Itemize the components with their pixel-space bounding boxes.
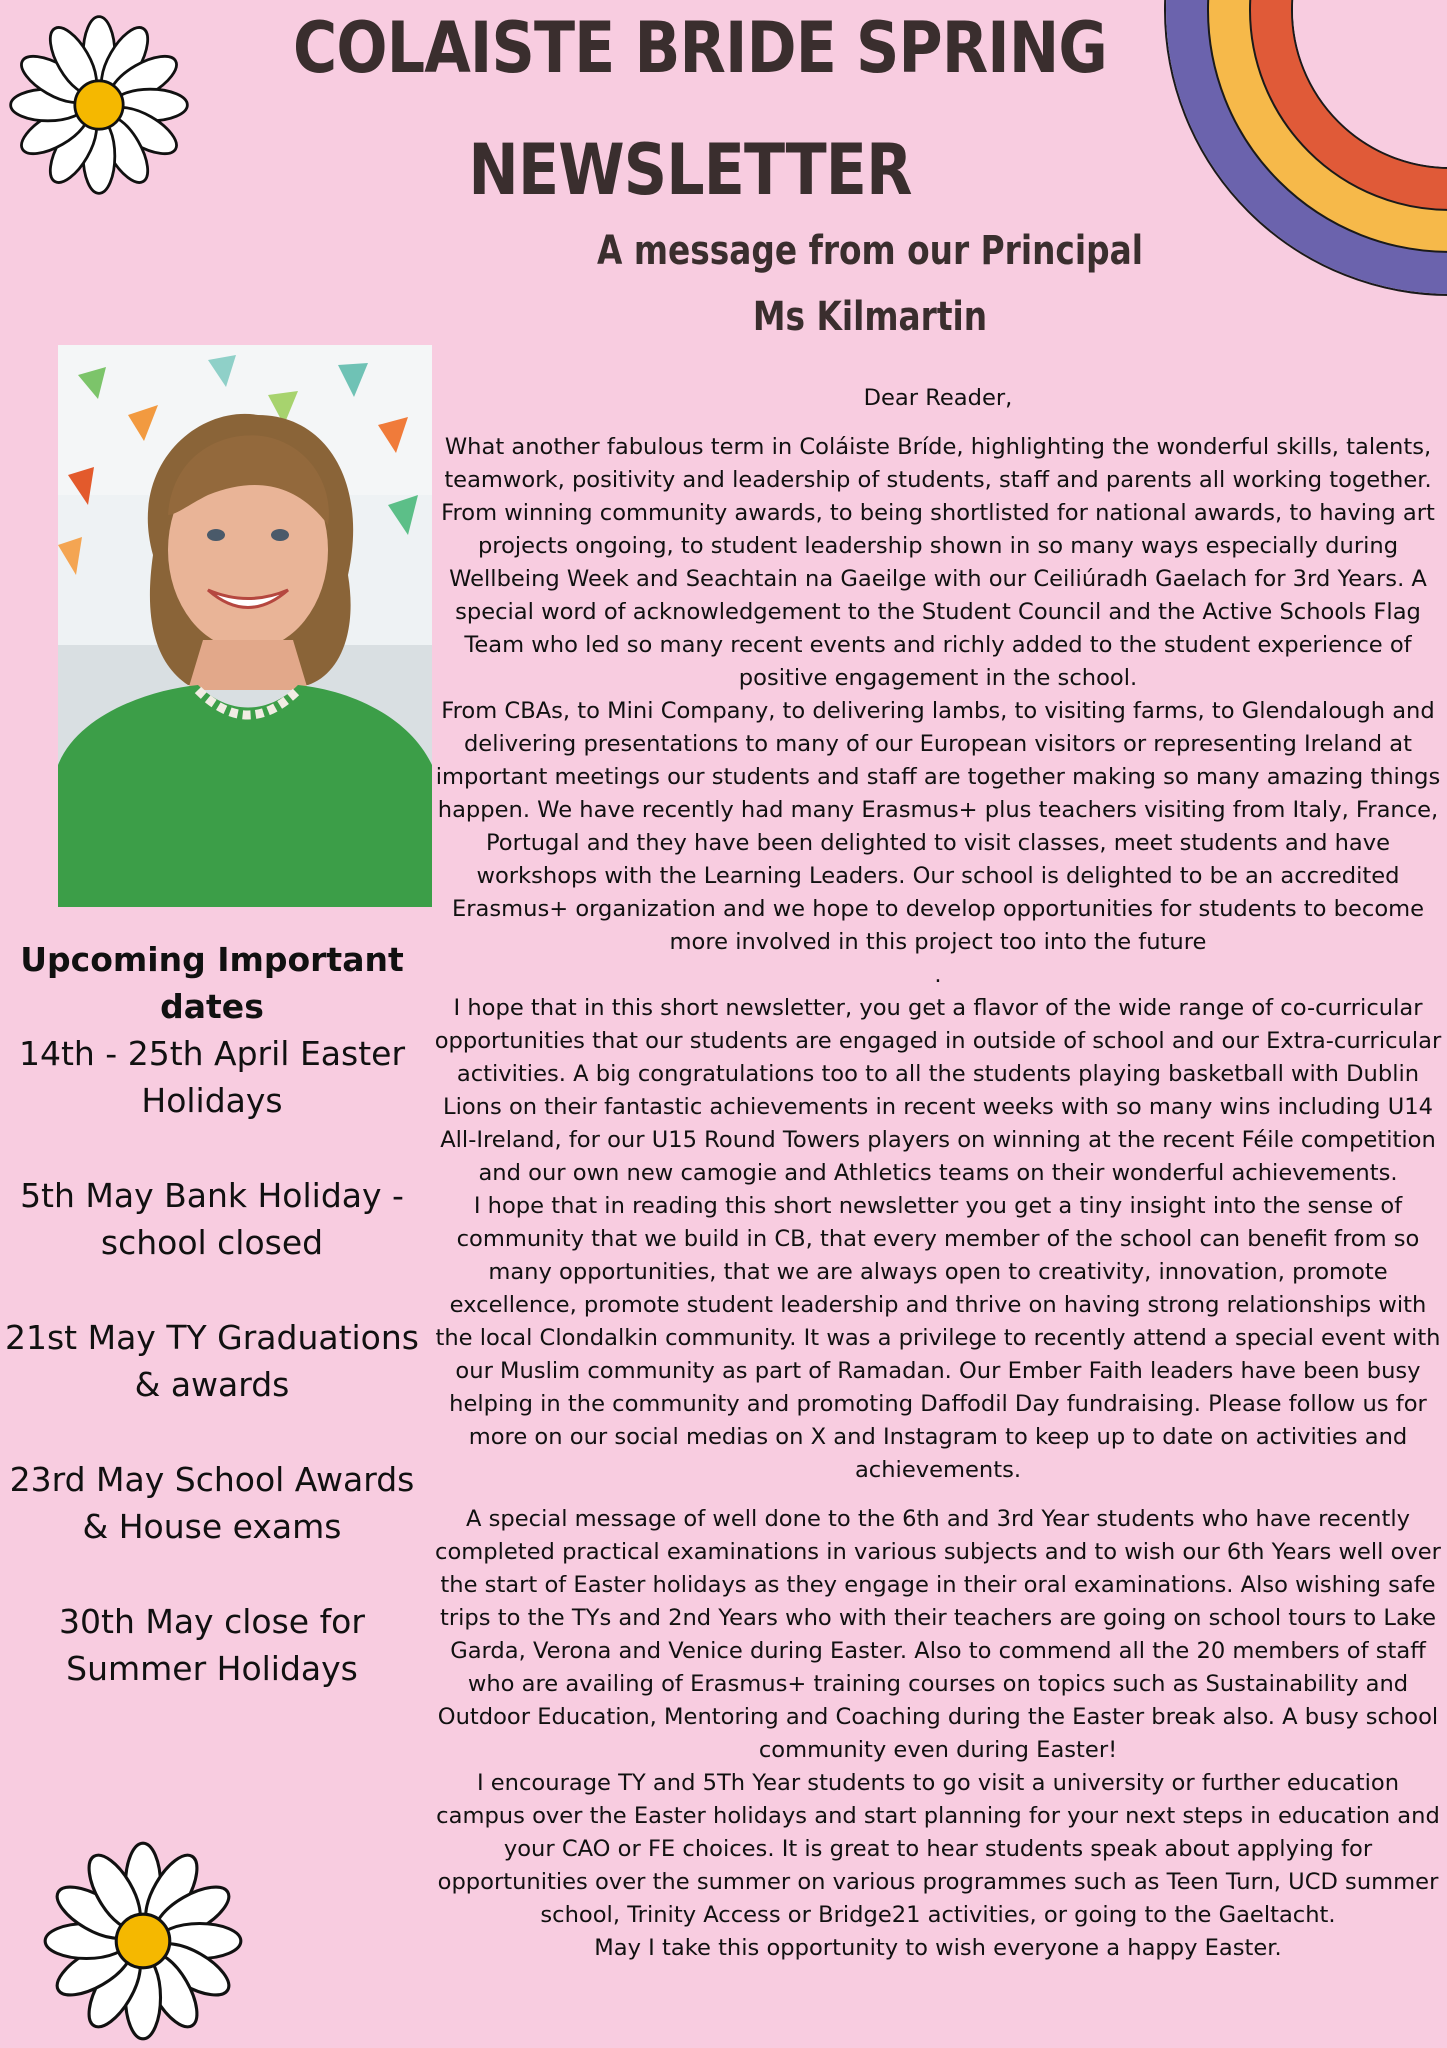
newsletter-title: COLAISTE BRIDE SPRING [293, 7, 1107, 89]
date-item: 23rd May School Awards & House exams [9, 1460, 415, 1546]
daisy-flower-icon [40, 1838, 246, 2044]
letter-paragraph: I encourage TY and 5Th Year students to go visit a university or further education campus over the Easter holidays and start planning for your next steps in education and your CAO or FE choices. It is great to hear students speak about applying for opportunities over the summer on various programmes such as Teen Turn, UCD summer school, Trinity Access or Bridge21 activities, or going to the Gaeltacht. [436, 1770, 1440, 1928]
letter-greeting: Dear Reader, [863, 385, 1013, 411]
letter-closing: May I take this opportunity to wish everyone a happy Easter. [594, 1935, 1282, 1961]
principal-photo [58, 345, 432, 907]
date-item: 21st May TY Graduations & awards [5, 1318, 419, 1404]
date-item: 14th - 25th April Easter Holidays [18, 1034, 406, 1120]
letter-paragraph: I hope that in this short newsletter, you get a flavor of the wide range of co-curricular opportunities that our students are engaged in outside of school and our Extra-curricular activities. A big congratulations too to all the students playing basketball with Dublin Lions on their fantastic achievements in recent weeks with so many wins including U14 All-Ireland, for our U15 Round Towers players on winning at the recent Féile competition and our own new camogie and Athletics teams on their wonderful achievements. [434, 995, 1442, 1186]
letter-paragraph: . [934, 962, 942, 988]
daisy-flower-icon [6, 12, 192, 198]
date-item: 30th May close for Summer Holidays [59, 1602, 365, 1688]
letter-paragraph: I hope that in reading this short newsletter you get a tiny insight into the sense of community that we build in CB, that every member of the school can benefit from so many opportunities, that we are always open to creativity, innovation, promote excellence, promote student leadership and thrive on having strong relationships with the local Clondalkin community. It was a privilege to recently attend a special event with our Muslim community as part of Ramadan. Our Ember Faith leaders have been busy helping in the community and promoting Daffodil Day fundraising. Please follow us for more on our social medias on X and Instagram to keep up to date on activities and achievements. [435, 1193, 1441, 1483]
letter-paragraph: From CBAs, to Mini Company, to delivering lambs, to visiting farms, to Glendalough and delivering presentations to many of our European visitors or representing Ireland at important meetings our students and staff are together making so many amazing things happen. We have recently had many Erasmus+ plus teachers visiting from Italy, France, Portugal and they have been delighted to visit classes, meet students and have workshops with the Learning Leaders. Our school is delighted to be an accredited Erasmus+ organization and we hope to develop opportunities for students to become more involved in this project too into the future [435, 698, 1441, 955]
principal-letter [432, 382, 1444, 1965]
principal-name: Ms Kilmartin [752, 294, 988, 340]
letter-paragraph: What another fabulous term in Coláiste Bríde, highlighting the wonderful skills, talents, teamwork, positivity and leadership of students, staff and parents all working together. From winning community awards, to being shortlisted for national awards, to having art projects ongoing, to student leadership shown in so many ways especially during Wellbeing Week and Seachtain na Gaeilge with our Ceiliúradh Gaelach for 3rd Years. A special word of acknowledgement to the Student Council and the Active Schools Flag Team who led so many recent events and richly added to the student experience of positive engagement in the school. [441, 434, 1435, 691]
letter-paragraph: A special message of well done to the 6th and 3rd Year students who have recently completed practical examinations in various subjects and to wish our 6th Years well over the start of Easter holidays as they engage in their oral examinations. Also wishing safe trips to the TYs and 2nd Years who with their teachers are going on school tours to Lake Garda, Verona and Venice during Easter. Also to commend all the 20 members of staff who are availing of Erasmus+ training courses on topics such as Sustainability and Outdoor Education, Mentoring and Coaching during the Easter break also. A busy school community even during Easter! [435, 1506, 1441, 1763]
principal-message-heading: A message from our Principal [597, 228, 1143, 274]
upcoming-dates-heading: Upcoming Important dates [20, 940, 404, 1026]
newsletter-title-line2: NEWSLETTER [468, 129, 912, 211]
date-item: 5th May Bank Holiday - school closed [20, 1176, 404, 1262]
